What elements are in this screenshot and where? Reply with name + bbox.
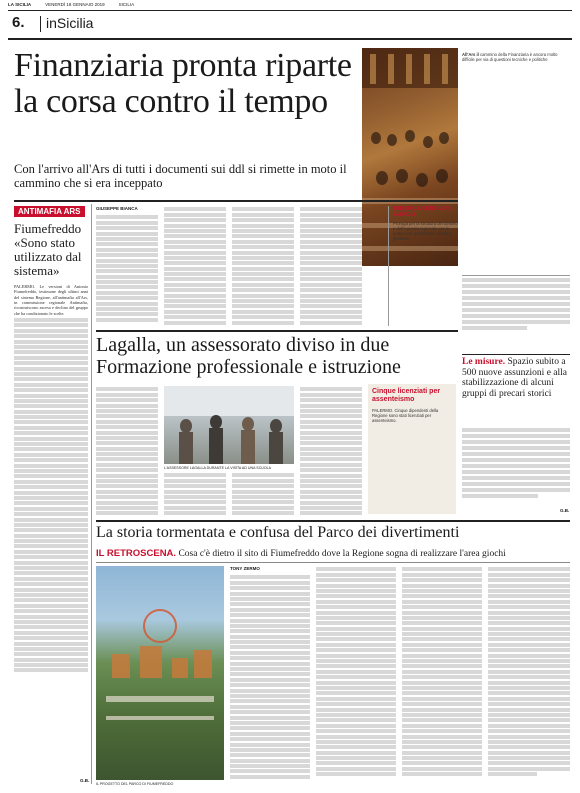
antimafia-signature: G.B. (80, 778, 90, 783)
date-line: VENERDÌ 18 GENNAIO 2019 (45, 2, 105, 7)
parco-photo-art (96, 566, 224, 780)
misure-kicker: Le misure. (462, 357, 506, 367)
sidebar-column-divider (91, 204, 92, 784)
main-col-3 (232, 206, 294, 326)
second-col-2 (164, 472, 226, 516)
page-number: 6. (12, 14, 25, 31)
third-col-1 (230, 574, 310, 786)
paper-name: LA SICILIA (8, 2, 32, 7)
third-subhead-line (96, 548, 570, 560)
lagalla-photo-art (164, 386, 294, 464)
right-column-text-bottom (462, 426, 570, 516)
third-col-3 (402, 566, 482, 786)
second-story-rule (96, 330, 458, 332)
masthead-top-line (8, 2, 572, 8)
antimafia-lead: PALERMO. Le versioni di Antonio Fiumefreddo, testimone degli ultimi anni del sistema Regione, all'antimafia all'Ars, in commissione regionale Antimafia, ricostruiscono ascesa e declino del gruppo che ha condizionato le scelte. (14, 284, 88, 316)
turismo-text: Proroga per la struttura del turismo e dell'Agenzia regionale per la protezione ambientale, servizi e gestione. (393, 221, 458, 242)
section-name: inSicilia (46, 15, 94, 31)
masthead (8, 0, 572, 44)
masthead-top-rule (8, 10, 572, 11)
antimafia-body (14, 284, 88, 778)
third-headline: La storia tormentata e confusa del Parco dei divertimenti (96, 524, 460, 541)
main-subhead: Con l'arrivo all'Ars di tutti i documenti sui ddl si rimette in moto il cammino che si era inceppato (14, 162, 347, 190)
third-col-4 (488, 566, 570, 786)
second-signature: G.B. (560, 508, 570, 513)
masthead-divider (40, 16, 41, 32)
second-col-4 (300, 386, 362, 516)
main-col-1 (96, 214, 158, 326)
third-story-rule (96, 520, 570, 522)
third-col-2 (316, 566, 396, 786)
main-col-4 (300, 206, 362, 326)
third-subhead: Cosa c'è dietro il sito di Fiumefreddo dove la Regione sogna di realizzare l'area giochi (178, 549, 506, 559)
third-subhead-rule (96, 562, 570, 563)
photo-caption-text: cammino della Finanziaria è ancora molto difficile per via di questioni tecniche e politiche (462, 52, 558, 63)
main-story-rule (14, 200, 458, 202)
page-ref: SICILIA (118, 2, 135, 7)
antimafia-headline: Fiumefreddo «Sono stato utilizzato dal sistema» (14, 221, 82, 278)
second-col-3 (232, 472, 294, 516)
right-column-text-top (462, 268, 570, 354)
third-kicker: IL RETROSCENA. (96, 548, 177, 559)
cinque-box (368, 384, 456, 514)
lagalla-photo-caption: L'ASSESSORE LAGALLA DURANTE LA VISITA AD UNA SCUOLA (164, 466, 272, 470)
photo-caption-bold: All'Ars il (462, 52, 479, 57)
lagalla-photo (164, 386, 294, 464)
second-col-1 (96, 386, 158, 516)
antimafia-kicker: ANTIMAFIA ARS (14, 206, 85, 217)
cinque-text: PALERMO. Cinque dipendenti della Regione sono stati licenziati per assenteismo. (372, 408, 439, 424)
photo-caption (462, 52, 570, 92)
second-headline: Lagalla, un assessorato diviso in due Formazione professionale e istruzione (96, 334, 401, 378)
main-byline: GIUSEPPE BIANCA (96, 206, 138, 211)
main-headline: Finanziaria pronta riparte la corsa contro il tempo (14, 47, 352, 120)
misure-text: Spazio subito a 500 nuove assunzioni e alla stabilizzazione di alcuni gruppi di precari storici (462, 357, 568, 399)
turismo-title: TURISMO E CONSORZIO ENERGIA (393, 206, 453, 218)
third-byline: TONY ZERMO (230, 566, 260, 571)
main-col-2 (164, 206, 226, 326)
parco-photo-caption: IL PROGETTO DEL PARCO DI FIUMEFREDDO (96, 782, 174, 786)
masthead-bottom-rule (8, 38, 572, 40)
misure-box (462, 354, 570, 423)
cinque-headline: Cinque licenziati per assenteismo (372, 388, 441, 403)
turismo-box (388, 206, 458, 326)
parco-photo (96, 566, 224, 780)
